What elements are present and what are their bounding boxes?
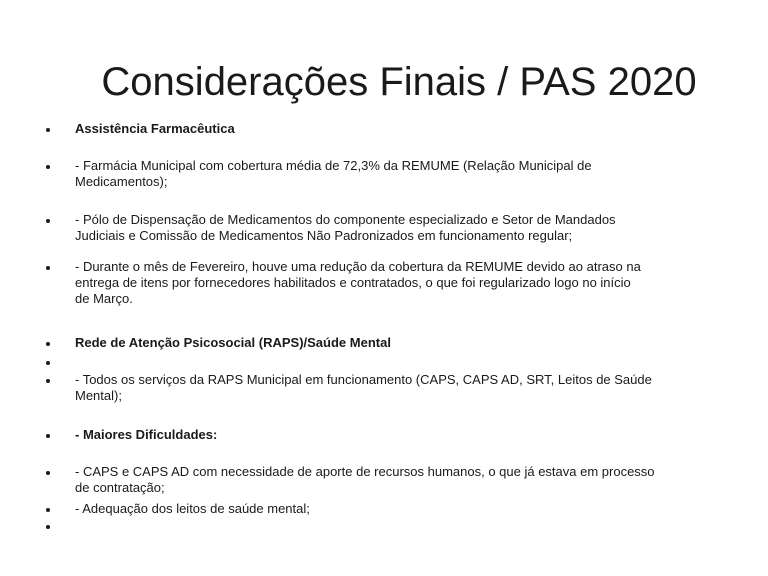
bullet-item <box>0 372 768 404</box>
bullet-dot-icon <box>46 361 50 365</box>
bullet-item <box>0 158 768 190</box>
slide-title: Considerações Finais / PAS 2020 <box>101 60 697 104</box>
bullet-item <box>0 518 768 534</box>
bullet-dot-icon <box>46 525 50 529</box>
bullet-text <box>75 354 95 370</box>
bullet-list <box>0 121 768 534</box>
bullet-line: - Pólo de Dispensação de Medicamentos do componente especializado e Setor de Mandados <box>75 212 616 227</box>
bullet-text <box>75 501 330 517</box>
bullet-line: - Durante o mês de Fevereiro, houve uma redução da cobertura da REMUME devido ao atraso na <box>75 259 641 274</box>
bullet-dot-icon <box>46 342 50 346</box>
bullet-dot-icon <box>46 508 50 512</box>
bullet-dot-icon <box>46 266 50 270</box>
bullet-item <box>0 121 768 137</box>
bullet-dot-icon <box>46 128 50 132</box>
bullet-text <box>75 518 95 534</box>
bullet-text <box>75 212 636 244</box>
bullet-item <box>0 259 768 307</box>
bullet-line: - Adequação dos leitos de saúde mental; <box>75 501 310 516</box>
bullet-item <box>0 501 768 517</box>
bullet-item <box>0 427 768 443</box>
bullet-text <box>75 259 661 307</box>
bullet-line: entrega de itens por fornecedores habilitados e contratados, o que foi regularizado logo no início <box>75 275 631 290</box>
bullet-line: - Maiores Dificuldades: <box>75 427 218 442</box>
bullet-line: - Todos os serviços da RAPS Municipal em funcionamento (CAPS, CAPS AD, SRT, Leitos de Saúde <box>75 372 652 387</box>
bullet-item <box>0 212 768 244</box>
bullet-line: Assistência Farmacêutica <box>75 121 235 136</box>
bullet-text <box>75 464 675 496</box>
bullet-line: Mental); <box>75 388 122 403</box>
bullet-dot-icon <box>46 379 50 383</box>
bullet-line: Medicamentos); <box>75 174 168 189</box>
bullet-line: - CAPS e CAPS AD com necessidade de aporte de recursos humanos, o que já estava em processo <box>75 464 655 479</box>
bullet-line: de Março. <box>75 291 133 306</box>
bullet-dot-icon <box>46 219 50 223</box>
bullet-line: Judiciais e Comissão de Medicamentos Não Padronizados em funcionamento regular; <box>75 228 573 243</box>
bullet-line: de contratação; <box>75 480 165 495</box>
bullet-text <box>75 372 672 404</box>
bullet-line: - Farmácia Municipal com cobertura média de 72,3% da REMUME (Relação Municipal de <box>75 158 592 173</box>
bullet-item <box>0 464 768 496</box>
bullet-text <box>75 335 411 351</box>
bullet-dot-icon <box>46 434 50 438</box>
bullet-dot-icon <box>46 165 50 169</box>
bullet-text <box>75 427 237 443</box>
bullet-text <box>75 158 612 190</box>
bullet-item <box>0 354 768 370</box>
bullet-line: Rede de Atenção Psicosocial (RAPS)/Saúde Mental <box>75 335 391 350</box>
bullet-item <box>0 335 768 351</box>
bullet-dot-icon <box>46 471 50 475</box>
bullet-text <box>75 121 255 137</box>
